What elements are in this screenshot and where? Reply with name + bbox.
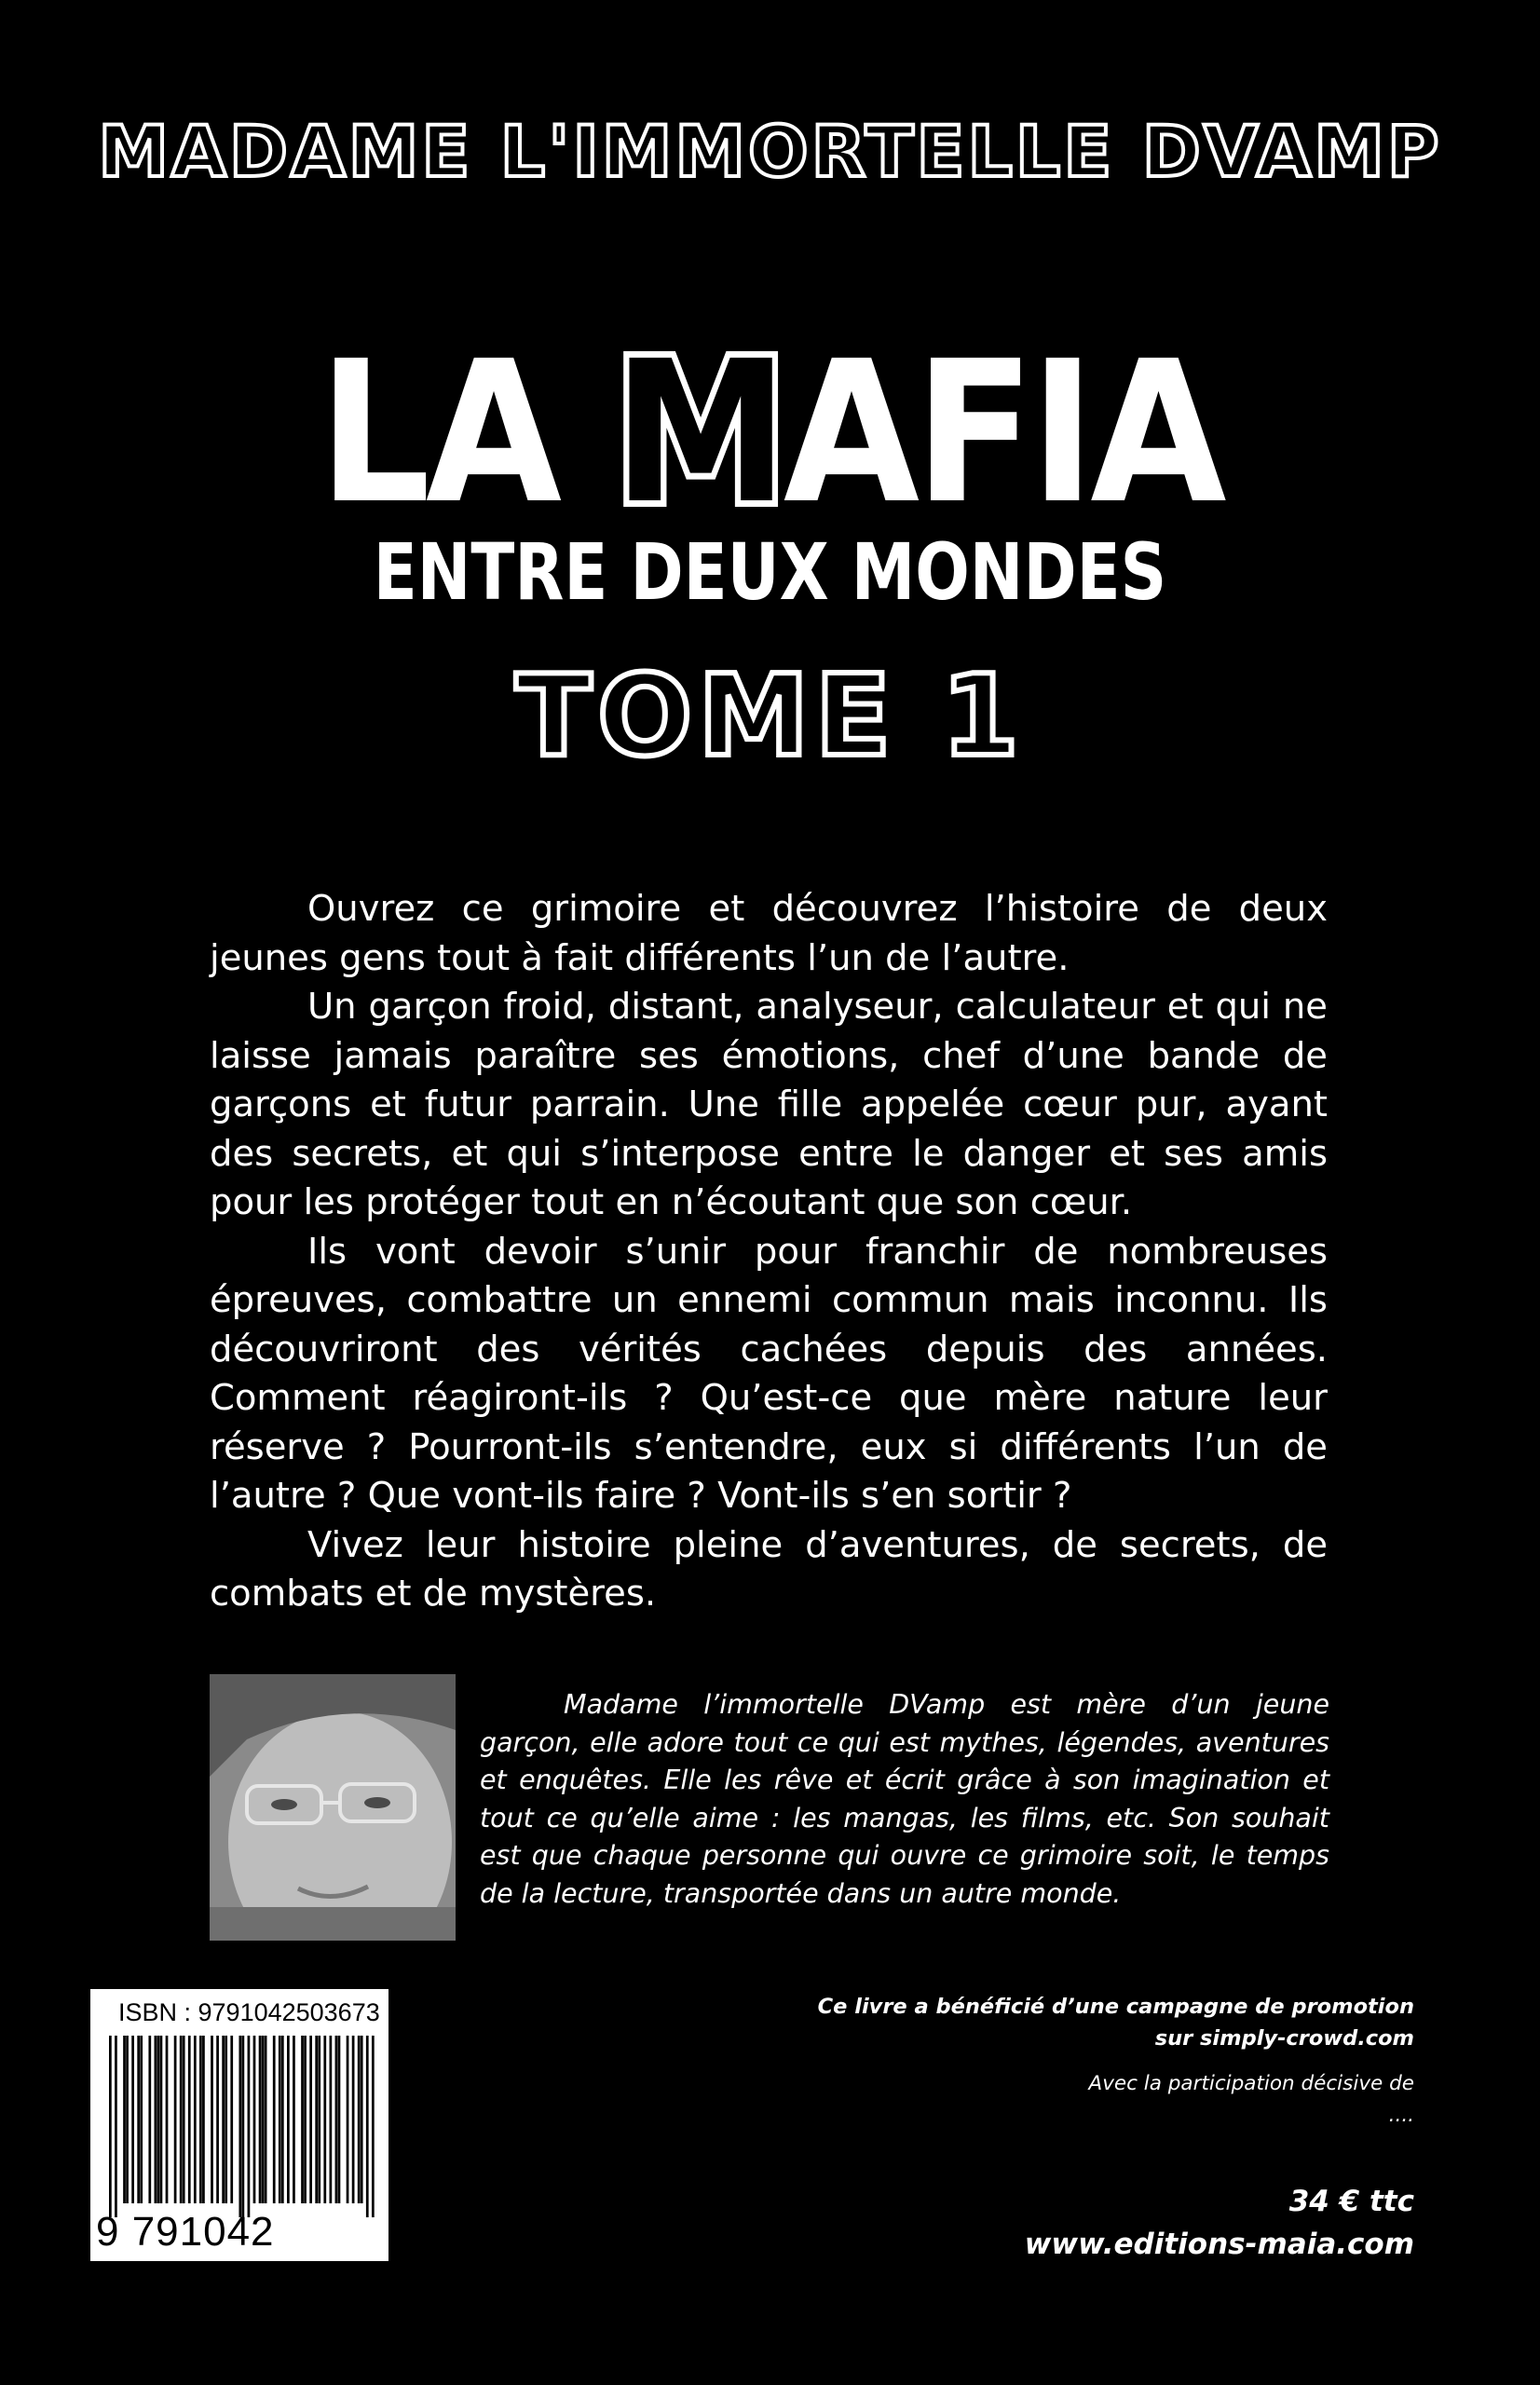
barcode-bar: [262, 2036, 265, 2203]
barcode-bar: [361, 2036, 363, 2203]
promo-line: Ce livre a bénéficié d’une campagne de promotion: [817, 1995, 1414, 2019]
barcode-bar: [180, 2036, 183, 2203]
barcode-bars: [109, 2036, 375, 2217]
barcode-bar: [199, 2036, 202, 2203]
promo-notice: [818, 1991, 1414, 2054]
barcode-bar: [140, 2036, 143, 2203]
barcode-digits: 9 791042 503673: [96, 2209, 275, 2301]
barcode-bar: [115, 2036, 117, 2217]
barcode-bar: [301, 2036, 304, 2203]
barcode-bar: [273, 2036, 276, 2203]
barcode-bar: [194, 2036, 197, 2203]
book-title: [77, 319, 1464, 547]
barcode-bar: [338, 2036, 341, 2203]
book-subtitle: ENTRE DEUX MONDES: [373, 526, 1167, 618]
isbn-label: ISBN : 9791042503673: [118, 1998, 380, 2026]
barcode-bar: [109, 2036, 112, 2217]
barcode-bar: [253, 2036, 256, 2203]
bio-text: Madame l’immortelle DVamp est mère d’un jeune garçon, elle adore tout ce qui est mythes, légendes, aventures et enquêtes. Elle les rêve et écrit grâce à son imagination et tout ce qu’elle aime : les mangas, les films, etc. Son souhait est que chaque personne qui ouvre ce grimoire soit, le temps de la lecture, transportée dans un autre monde.: [480, 1689, 1329, 1909]
participation-notice: [1088, 2068, 1414, 2132]
author-photo: [210, 1674, 456, 1941]
title-letter-m: M: [613, 319, 784, 547]
isbn-barcode: [90, 1989, 388, 2301]
summary-paragraph: Un garçon froid, distant, analyseur, calculateur et qui ne laisse jamais paraître ses émotions, chef d’une bande de garçons et futur parrain. Une fille appelée cœur pur, ayant des secrets, et qui s’interpose entre le danger et ses amis pour les protéger tout en n’écoutant que son cœur.: [210, 986, 1328, 1223]
barcode-bar: [188, 2036, 191, 2203]
participation-line: Avec la participation décisive de: [1088, 2072, 1414, 2095]
barcode-bar: [126, 2036, 129, 2203]
barcode-bar: [287, 2036, 290, 2203]
barcode-bar: [222, 2036, 225, 2203]
barcode-bar: [216, 2036, 219, 2203]
barcode-bar: [202, 2036, 205, 2203]
barcode-bar: [309, 2036, 312, 2203]
title-word-afia: AFIA: [783, 319, 1222, 547]
barcode-bar: [304, 2036, 307, 2203]
price: 34 € ttc: [1288, 2185, 1414, 2218]
participation-line: ....: [1388, 2104, 1414, 2127]
publisher-website: www.editions-maia.com: [1024, 2228, 1414, 2261]
summary-paragraph: Ils vont devoir s’unir pour franchir de nombreuses épreuves, combattre un ennemi commun mais inconnu. Ils découvriront des vérités cachées depuis des années. Comment réagiront-ils ? Qu’est-ce que mère nature leur réserve ? Pourront-ils s’entendre, eux si différents l’un de l’autre ? Que vont-ils faire ? Vont-ils s’en sortir ?: [210, 1230, 1328, 1517]
barcode-bar: [137, 2036, 140, 2203]
barcode-bar: [335, 2036, 338, 2203]
barcode-bar: [157, 2036, 160, 2203]
barcode-bar: [323, 2036, 326, 2203]
barcode-bar: [358, 2036, 361, 2203]
promo-line: sur simply-crowd.com: [1154, 2026, 1414, 2051]
volume-label: TOME 1: [515, 652, 1025, 782]
barcode-bar: [281, 2036, 284, 2203]
barcode-bar: [293, 2036, 295, 2203]
summary-paragraph: Vivez leur histoire pleine d’aventures, de secrets, de combats et de mystères.: [210, 1523, 1328, 1615]
author-biography: [480, 1686, 1329, 1913]
barcode-bar: [315, 2036, 318, 2203]
barcode-bar: [174, 2036, 177, 2203]
barcode-bar: [166, 2036, 169, 2203]
book-summary: [210, 885, 1328, 1619]
barcode-bar: [123, 2036, 126, 2203]
title-word-la: LA: [318, 319, 557, 547]
author-name: MADAME L'IMMORTELLE DVAMP: [98, 110, 1442, 193]
barcode-bar: [352, 2036, 355, 2203]
barcode-bar: [131, 2036, 134, 2203]
barcode-bar: [265, 2036, 267, 2203]
barcode-bar: [230, 2036, 233, 2203]
barcode-bar: [160, 2036, 163, 2203]
price-block: [1025, 2180, 1414, 2266]
barcode-bar: [211, 2036, 213, 2203]
barcode-bar: [148, 2036, 151, 2203]
barcode-bar: [242, 2036, 245, 2217]
barcode-bar: [318, 2036, 320, 2203]
barcode-bar: [225, 2036, 227, 2203]
author-portrait-image: [210, 1674, 456, 1941]
barcode-bar: [329, 2036, 332, 2203]
barcode-bar: [238, 2036, 241, 2217]
summary-paragraph: Ouvrez ce grimoire et découvrez l’histoire de deux jeunes gens tout à fait différents l’un de l’autre.: [210, 888, 1328, 979]
barcode-bar: [366, 2036, 369, 2217]
barcode-bar: [155, 2036, 157, 2203]
barcode-bar: [183, 2036, 185, 2203]
barcode-bar: [248, 2036, 251, 2217]
barcode-bar: [279, 2036, 281, 2203]
barcode-bar: [259, 2036, 262, 2203]
barcode-bar: [372, 2036, 375, 2217]
barcode-bar: [347, 2036, 349, 2203]
